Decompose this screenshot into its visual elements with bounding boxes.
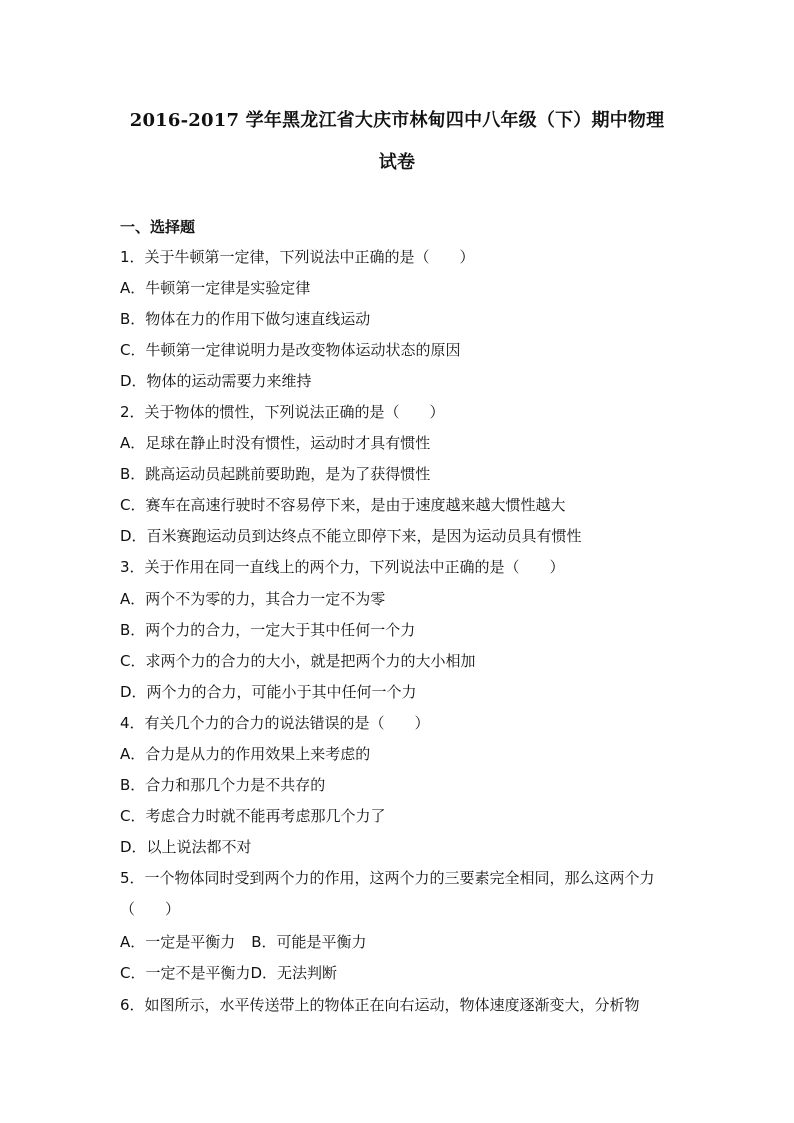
question-3-option-b: B．两个力的合力，一定大于其中任何一个力 (120, 621, 416, 639)
section-heading-multiple-choice: 一、选择题 (120, 218, 196, 236)
question-3-stem: 3．关于作用在同一直线上的两个力，下列说法中正确的是（ ） (120, 558, 565, 576)
question-1-option-c: C．牛顿第一定律说明力是改变物体运动状态的原因 (120, 341, 461, 359)
question-1-option-b: B．物体在力的作用下做匀速直线运动 (120, 310, 371, 328)
question-3-option-a: A．两个不为零的力，其合力一定不为零 (120, 590, 386, 608)
question-5-option-a: A．一定是平衡力 (120, 933, 236, 951)
question-4-option-c: C．考虑合力时就不能再考虑那几个力了 (120, 807, 386, 825)
question-1-option-d: D．物体的运动需要力来维持 (120, 372, 312, 390)
question-5-options-row-1 (120, 932, 367, 952)
question-1-stem: 1．关于牛顿第一定律，下列说法中正确的是（ ） (120, 248, 475, 266)
question-2-option-c: C．赛车在高速行驶时不容易停下来，是由于速度越来越大惯性越大 (120, 496, 566, 514)
question-4-option-d: D．以上说法都不对 (120, 838, 252, 856)
question-1-option-a: A．牛顿第一定律是实验定律 (120, 279, 311, 297)
question-5-option-d: D．无法判断 (250, 964, 338, 982)
question-2-option-a: A．足球在静止时没有惯性，运动时才具有惯性 (120, 434, 431, 452)
question-3-option-c: C．求两个力的合力的大小，就是把两个力的大小相加 (120, 652, 476, 670)
question-5-option-b: B．可能是平衡力 (251, 933, 367, 951)
question-5-stem: 5．一个物体同时受到两个力的作用，这两个力的三要素完全相同，那么这两个力（ ） (120, 869, 655, 918)
exam-title-line-2: 试卷 (378, 152, 416, 173)
question-5-options-row-2 (120, 963, 337, 983)
question-2-option-d: D．百米赛跑运动员到达终点不能立即停下来，是因为运动员具有惯性 (120, 527, 582, 545)
question-2-stem: 2．关于物体的惯性，下列说法正确的是（ ） (120, 403, 445, 421)
exam-title-line-1: 2016-2017 学年黑龙江省大庆市林甸四中八年级（下）期中物理 (129, 110, 665, 131)
question-5-option-c: C．一定不是平衡力 (120, 964, 251, 982)
question-4-option-a: A．合力是从力的作用效果上来考虑的 (120, 745, 371, 763)
question-6-stem: 6．如图所示，水平传送带上的物体正在向右运动，物体速度逐渐变大，分析物 (120, 996, 640, 1014)
question-4-stem: 4．有关几个力的合力的说法错误的是（ ） (120, 714, 430, 732)
question-2-option-b: B．跳高运动员起跳前要助跑，是为了获得惯性 (120, 465, 431, 483)
question-4-option-b: B．合力和那几个力是不共存的 (120, 776, 326, 794)
question-3-option-d: D．两个力的合力，可能小于其中任何一个力 (120, 683, 417, 701)
